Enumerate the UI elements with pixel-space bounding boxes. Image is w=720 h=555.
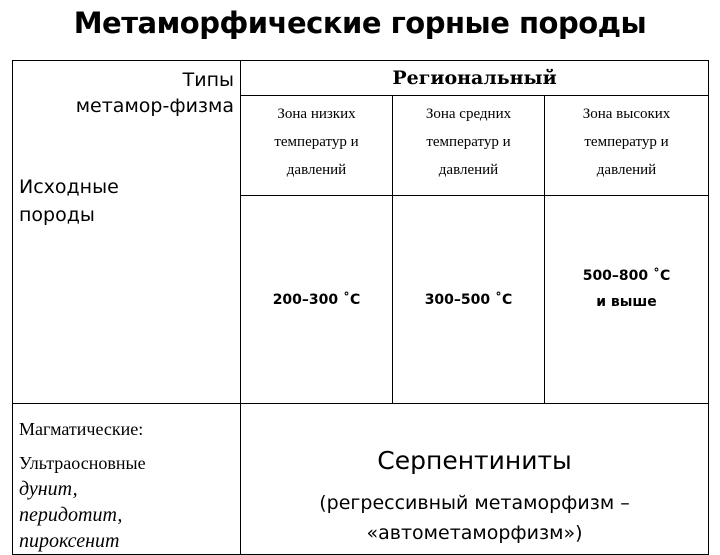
- temp-low: 200–300 ˚С: [241, 196, 393, 404]
- zone-low: Зона низких температур и давлений: [241, 96, 393, 196]
- regional-header: Региональный: [241, 61, 709, 96]
- serpentinites-note: (регрессивный метаморфизм – «автометаморфизм»): [319, 492, 630, 544]
- slide-title: Метаморфические горные породы: [73, 6, 647, 40]
- types-label: Типы метамор-физма: [75, 69, 234, 117]
- metamorphic-table: [12, 60, 709, 555]
- serpentinites-cell: [241, 404, 709, 555]
- corner-header-cell: [13, 61, 241, 404]
- rock-pyroxenite: пироксенит: [19, 530, 120, 552]
- zone-high: Зона высоких температур и давлений: [545, 96, 709, 196]
- temp-medium: 300–500 ˚С: [393, 196, 545, 404]
- serpentinites-title: Серпентиниты: [377, 446, 572, 475]
- zone-medium: Зона средних температур и давлений: [393, 96, 545, 196]
- rock-peridotite: перидотит,: [19, 504, 123, 526]
- source-rocks-label: Исходные породы: [19, 176, 119, 226]
- rock-dunite: дунит,: [19, 478, 78, 500]
- magmatic-heading: Магматические:: [19, 419, 144, 439]
- temp-high: 500–800 ˚С и выше: [545, 196, 709, 404]
- magmatic-rocks-cell: [13, 404, 241, 555]
- ultramafic-label: Ультраосновные: [19, 453, 146, 473]
